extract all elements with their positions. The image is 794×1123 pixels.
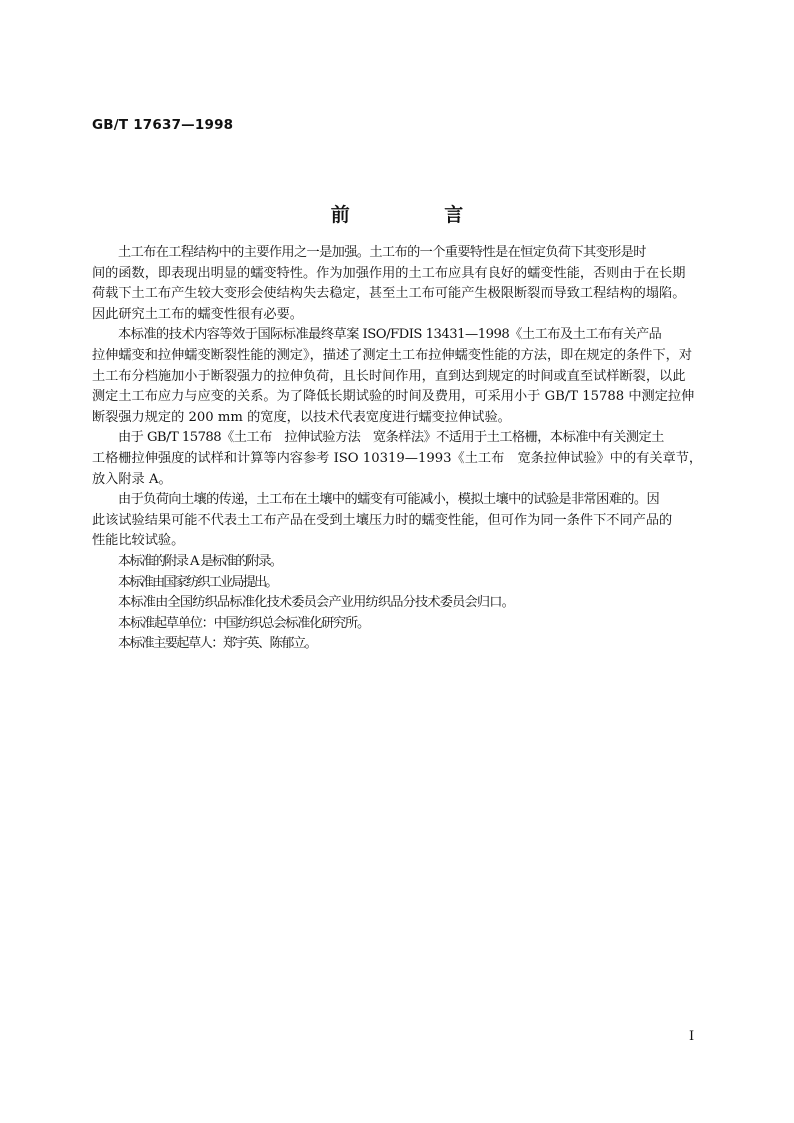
paragraph-line: 此该试验结果可能不代表土工布产品在受到土壤压力时的蠕变性能，但可作为同一条件下不同产品的 — [92, 512, 673, 528]
page-number: I — [689, 1029, 695, 1044]
paragraph-line: 土工布分档施加小于断裂强力的拉伸负荷，且长时间作用，直到达到规定的时间或直至试样断裂，以此 — [92, 368, 686, 384]
paragraph-line: 性能比较试验。 — [92, 533, 185, 549]
paragraph-line: 土工布在工程结构中的主要作用之一是加强。土工布的一个重要特性是在恒定负荷下其变形是时 — [118, 245, 646, 260]
paragraph-line: 间的函数，即表现出明显的蠕变特性。作为加强作用的土工布应具有良好的蠕变性能，否则由于在长期 — [92, 265, 686, 281]
standard-number: GB/T 17637—1998 — [92, 117, 234, 133]
paragraph-9 — [92, 634, 703, 655]
paragraph-line: 由于负荷向土壤的传递，土工布在土壤中的蠕变有可能减小，模拟土壤中的试验是非常困难的。因 — [118, 492, 660, 508]
paragraph-3 — [92, 428, 703, 490]
paragraph-line: 由于 GB/T 15788《土工布 拉伸试验方法 宽条样法》不适用于土工格栅，本标准中有关测定土 — [118, 430, 664, 446]
paragraph-line: 断裂强力规定的 200 mm 的宽度，以技术代表宽度进行蠕变拉伸试验。 — [92, 409, 511, 425]
paragraph-5 — [92, 552, 703, 573]
paragraph-line: 本标准由国家纺织工业局提出。 — [118, 574, 277, 590]
paragraph-line: 测定土工布应力与应变的关系。为了降低长期试验的时间及费用，可采用小于 GB/T 15788 中测定拉伸 — [92, 389, 695, 405]
paragraph-line: 本标准由全国纺织品标准化技术委员会产业用纺织品分技术委员会归口。 — [118, 595, 514, 611]
paragraph-8 — [92, 614, 703, 635]
paragraph-line: 拉伸蠕变和拉伸蠕变断裂性能的测定》，描述了测定土工布拉伸蠕变性能的方法，即在规定的条件下，对 — [92, 347, 693, 363]
paragraph-line: 因此研究土工布的蠕变性很有必要。 — [92, 306, 303, 322]
paragraph-line: 本标准主要起草人：郑宇英、陈郁立。 — [118, 636, 317, 652]
paragraph-2 — [92, 325, 703, 428]
paragraph-7 — [92, 593, 703, 614]
paragraph-1 — [92, 243, 703, 325]
paragraph-4 — [92, 490, 703, 552]
paragraph-line: 工格栅拉伸强度的试样和计算等内容参考 ISO 10319—1993《土工布 宽条拉伸试验》中的有关章节， — [92, 450, 703, 466]
paragraph-line: 本标准的附录 A 是标准的附录。 — [118, 553, 282, 569]
paragraph-line: 放入附录 A。 — [92, 471, 172, 487]
paragraph-line: 本标准的技术内容等效于国际标准最终草案 ISO/FDIS 13431—1998《土工布及土工布有关产品 — [118, 327, 662, 343]
document-body — [92, 243, 703, 655]
paragraph-6 — [92, 573, 703, 594]
page-title: 前 言 — [330, 204, 508, 226]
paragraph-line: 本标准起草单位：中国纺织总会标准化研究所。 — [118, 615, 369, 631]
paragraph-line: 荷载下土工布产生较大变形会使结构失去稳定，甚至土工布可能产生极限断裂而导致工程结构的塌陷。 — [92, 286, 686, 302]
